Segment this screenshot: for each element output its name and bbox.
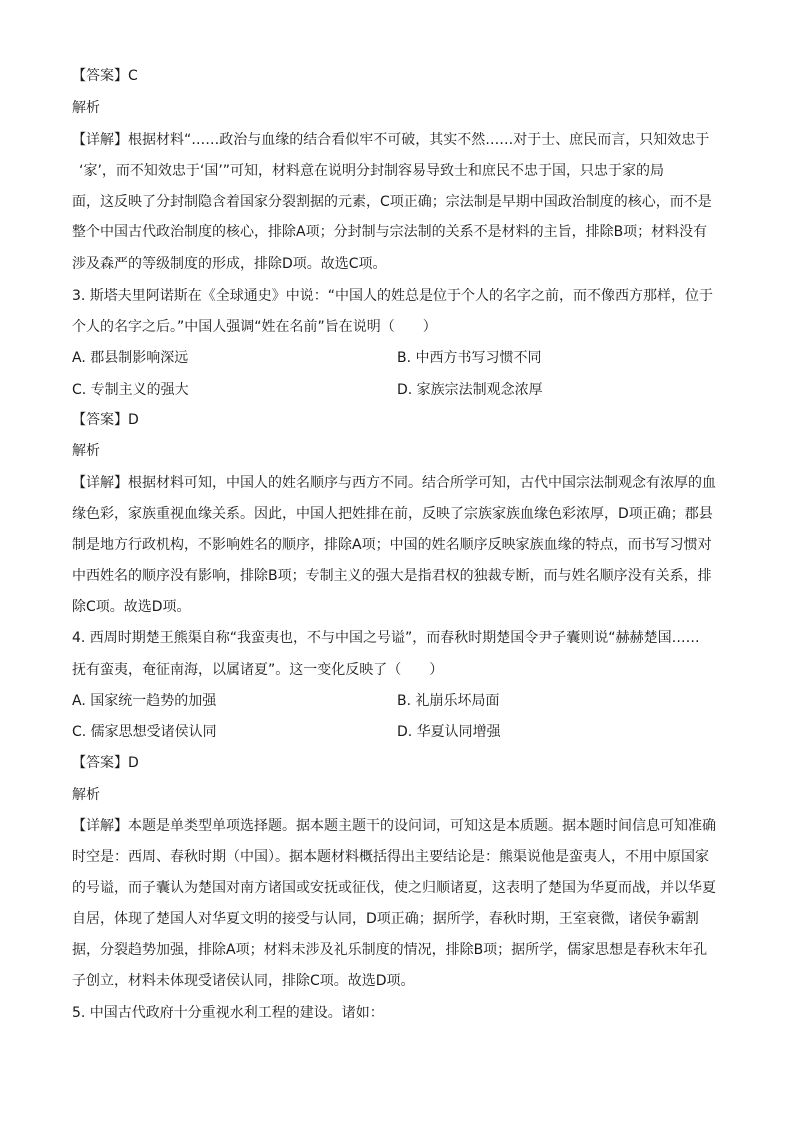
q2-answer: 【答案】C: [72, 68, 138, 84]
q5-stem: 5. 中国古代政府十分重视水利工程的建设。诸如：: [72, 1005, 384, 1021]
q2-detail-line-1: 【详解】根据材料“……政治与血缘的结合看似牢不可破，其实不然……对于士、庶民而言，只知效忠于: [72, 132, 710, 148]
q2-detail-line-3: 面，这反映了分封制隐含着国家分裂割据的元素，C项正确；宗法制是早期中国政治制度的核心，而不是: [72, 194, 712, 210]
q3-analysis-heading: 解析: [72, 443, 100, 459]
q3-detail-line-4: 中西姓名的顺序没有影响，排除B项；专制主义的强大是指君权的独裁专断，而与姓名顺序没有关系，排: [72, 568, 712, 584]
q4-detail-line-5: 据，分裂趋势加强，排除A项；材料未涉及礼乐制度的情况，排除B项；据所学，儒家思想是春秋末年孔: [72, 942, 708, 958]
q3-detail-line-1: 【详解】根据材料可知，中国人的姓名顺序与西方不同。结合所学可知，古代中国宗法制观念有浓厚的血: [72, 475, 716, 491]
q3-option-c: C. 专制主义的强大: [72, 382, 189, 398]
q2-analysis-heading: 解析: [72, 100, 100, 116]
q4-analysis-heading: 解析: [72, 787, 100, 803]
q4-detail-line-1: 【详解】本题是单类型单项选择题。据本题主题干的设问词，可知这是本质题。据本题时间信息可知准确: [72, 818, 716, 834]
q3-answer: 【答案】D: [72, 412, 139, 428]
q4-detail-line-6: 子创立，材料未体现受诸侯认同，排除C项。故选D项。: [72, 973, 415, 989]
q4-detail-line-2: 时空是：西周、春秋时期（中国）。据本题材料概括得出主要结论是：熊渠说他是蛮夷人，不用中原国家: [72, 849, 709, 865]
q3-detail-line-2: 缘色彩，家族重视血缘关系。因此，中国人把姓排在前，反映了宗族家族血缘色彩浓厚，D项正确；郡县: [72, 506, 713, 522]
q4-stem-line-2: 抚有蛮夷，奄征南海，以属诸夏”。这一变化反映了（ ）: [72, 662, 444, 678]
q4-option-d: D. 华夏认同增强: [397, 724, 501, 740]
q3-stem-line-1: 3. 斯塔夫里阿诺斯在《全球通史》中说：“中国人的姓总是位于个人的名字之前，而不像西方那样，位于: [72, 288, 714, 304]
q4-option-b: B. 礼崩乐坏局面: [397, 693, 500, 709]
q4-option-c: C. 儒家思想受诸侯认同: [72, 724, 217, 740]
q3-option-d: D. 家族宗法制观念浓厚: [397, 382, 543, 398]
q3-stem-line-2: 个人的名字之后。”中国人强调“姓在名前”旨在说明（ ）: [72, 319, 437, 335]
q3-option-b: B. 中西方书写习惯不同: [397, 350, 542, 366]
q4-stem-line-1: 4. 西周时期楚王熊渠自称“我蛮夷也，不与中国之号谥”，而春秋时期楚国令尹子囊则说“赫赫楚国……: [72, 630, 700, 646]
q2-detail-line-4: 整个中国古代政治制度的核心，排除A项；分封制与宗法制的关系不是材料的主旨，排除B项；材料没有: [72, 224, 708, 240]
q3-detail-line-5: 除C项。故选D项。: [72, 599, 191, 615]
q2-detail-line-5: 涉及森严的等级制度的形成，排除D项。故选C项。: [72, 256, 387, 272]
q4-option-a: A. 国家统一趋势的加强: [72, 693, 217, 709]
q4-detail-line-4: 自居，体现了楚国人对华夏文明的接受与认同，D项正确；据所学，春秋时期，王室衰微，诸侯争霸割: [72, 911, 699, 927]
q2-detail-line-2: ‘家’，而不知效忠于‘国’”可知，材料意在说明分封制容易导致士和庶民不忠于国，只忠于家的局: [79, 163, 665, 179]
q3-detail-line-3: 制是地方行政机构，不影响姓名的顺序，排除A项；中国的姓名顺序反映家族血缘的特点，而书写习惯对: [72, 537, 712, 553]
q4-detail-line-3: 的号谥，而子囊认为楚国对南方诸国或安抚或征伐，使之归顺诸夏，这表明了楚国为华夏而战，并以华夏: [72, 880, 716, 896]
q3-option-a: A. 郡县制影响深远: [72, 350, 189, 366]
q4-answer: 【答案】D: [72, 755, 139, 771]
